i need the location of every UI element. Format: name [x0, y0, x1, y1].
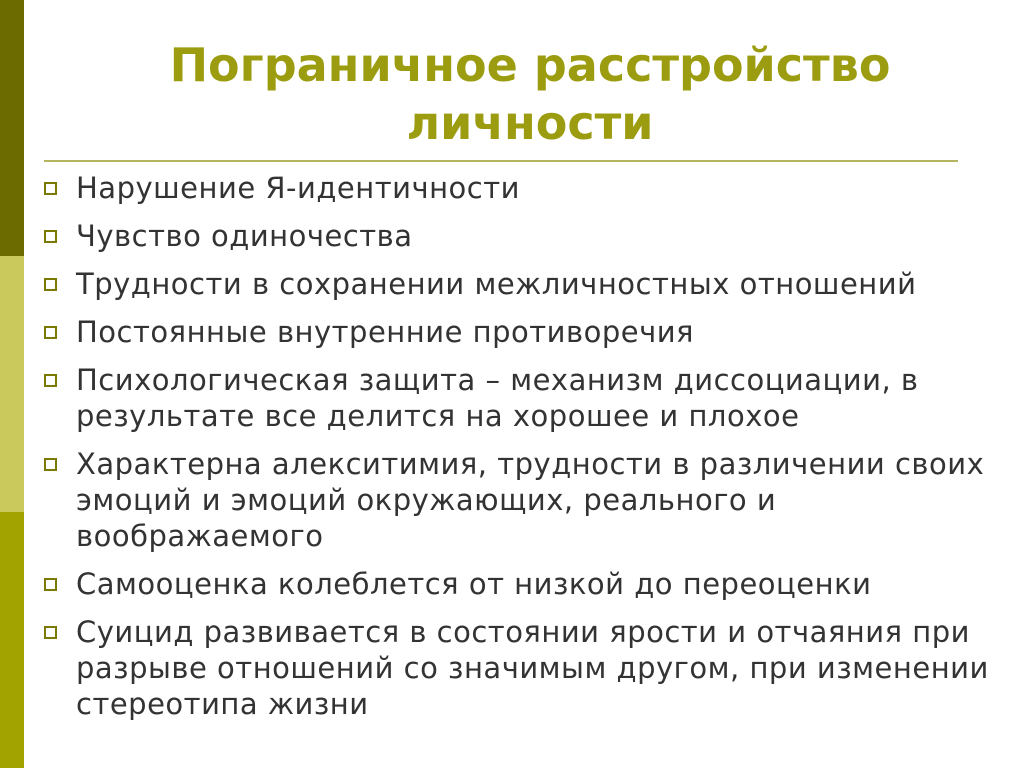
bullet-text: Постоянные внутренние противоречия: [76, 315, 694, 349]
bullet-text: Нарушение Я-идентичности: [76, 171, 520, 205]
hollow-square-icon: [44, 182, 57, 195]
side-bar-bottom-segment: [0, 512, 24, 768]
hollow-square-icon: [44, 278, 57, 291]
title-divider: [44, 160, 958, 162]
bullet-item: [44, 566, 1014, 602]
bullet-list: [44, 170, 1014, 734]
side-bar-middle-segment: [0, 256, 24, 512]
bullet-text: Характерна алекситимия, трудности в различении своих эмоций и эмоций окружающих, реального и воображаемого: [76, 447, 985, 553]
slide-title-line-1: Пограничное расстройство: [169, 38, 891, 92]
bullet-item: [44, 218, 1014, 254]
bullet-text: Самооценка колеблется от низкой до переоценки: [76, 567, 872, 601]
slide-title-line-2: личности: [406, 96, 654, 150]
bullet-item: [44, 170, 1014, 206]
side-bar-top-segment: [0, 0, 24, 256]
bullet-item: [44, 446, 1014, 554]
bullet-text: Чувство одиночества: [76, 219, 413, 253]
hollow-square-icon: [44, 458, 57, 471]
hollow-square-icon: [44, 326, 57, 339]
hollow-square-icon: [44, 374, 57, 387]
bullet-text: Суицид развивается в состоянии ярости и отчаяния при разрыве отношений со значимым другом, при изменении стереотипа жизни: [76, 615, 989, 721]
bullet-item: [44, 614, 1014, 722]
hollow-square-icon: [44, 626, 57, 639]
bullet-text: Трудности в сохранении межличностных отношений: [76, 267, 917, 301]
bullet-item: [44, 362, 1014, 434]
hollow-square-icon: [44, 578, 57, 591]
hollow-square-icon: [44, 230, 57, 243]
bullet-item: [44, 314, 1014, 350]
bullet-item: [44, 266, 1014, 302]
bullet-text: Психологическая защита – механизм диссоциации, в результате все делится на хорошее и плохое: [76, 363, 919, 433]
slide-title: [60, 36, 1000, 152]
